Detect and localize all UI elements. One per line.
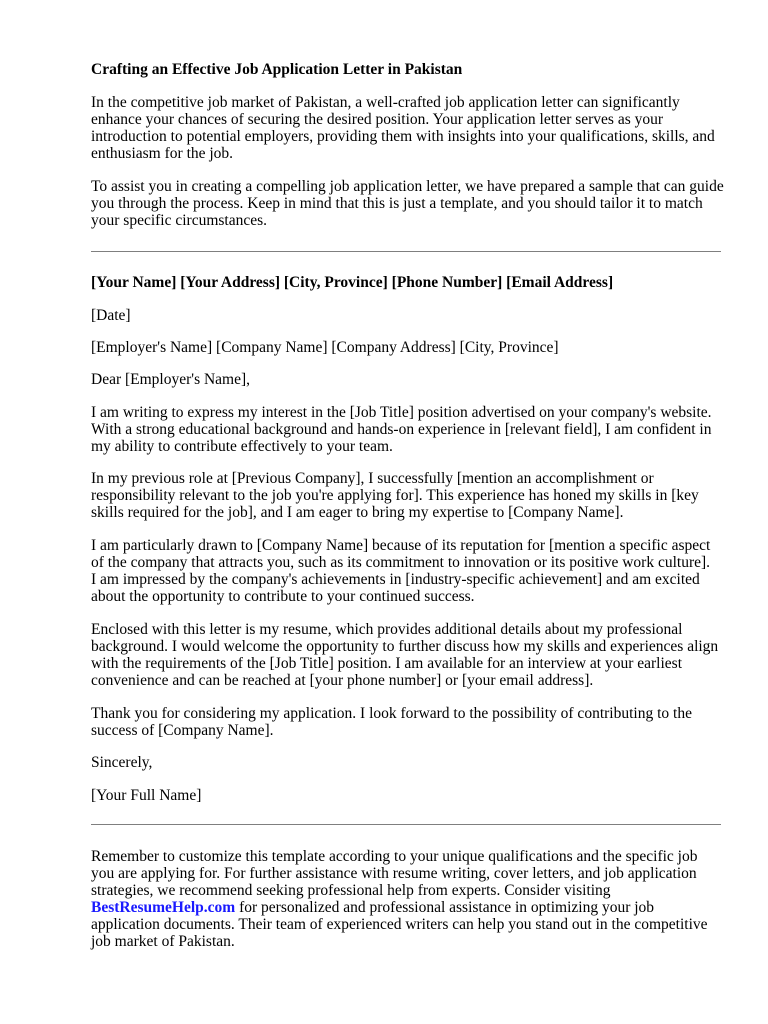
text-line: skills required for the job], and I am eager to bring my expertise to [Company Name]. [91,504,624,521]
text-line: job market of Pakistan. [91,933,235,950]
text-line: In my previous role at [Previous Company], I successfully [mention an accomplishment or [91,470,654,487]
text-line: strategies, we recommend seeking professional help from experts. Consider visiting [91,882,611,899]
divider-top [91,251,721,252]
text-fragment: for personalized and professional assistance in optimizing your job [235,899,655,916]
letter-body-paragraph-2 [91,470,721,521]
text-line: I am impressed by the company's achievements in [industry-specific achievement] and am excited [91,571,700,588]
text-line: In the competitive job market of Pakistan, a well-crafted job application letter can significantly [91,94,680,111]
letter-salutation: Dear [Employer's Name], [91,371,251,388]
letter-recipient: [Employer's Name] [Company Name] [Company Address] [City, Province] [91,339,559,356]
text-line: success of [Company Name]. [91,722,274,739]
outro-paragraph [91,848,721,950]
letter-body-paragraph-3 [91,537,721,605]
bestresumehelp-link[interactable]: BestResumeHelp.com [91,899,236,916]
intro-paragraph-2 [91,178,724,229]
divider-bottom [91,824,721,825]
text-line: about the opportunity to contribute to your continued success. [91,588,475,605]
text-line: of the company that attracts you, such as its commitment to innovation or its positive work culture]. [91,554,711,571]
intro-paragraph-1 [91,94,721,162]
text-line: with the requirements of the [Job Title] position. I am available for an interview at your earliest [91,655,682,672]
text-line: convenience and can be reached at [your phone number] or [your email address]. [91,672,594,689]
letter-header: [Your Name] [Your Address] [City, Province] [Phone Number] [Email Address] [91,274,614,291]
text-line: you are applying for. For further assistance with resume writing, cover letters, and job application [91,865,697,882]
letter-closing: Sincerely, [91,754,153,771]
text-line: enhance your chances of securing the desired position. Your application letter serves as your [91,111,664,128]
letter-body-paragraph-5 [91,705,721,739]
text-line: To assist you in creating a compelling job application letter, we have prepared a sample that can guide [91,178,724,195]
letter-body-paragraph-4 [91,621,721,689]
document-title: Crafting an Effective Job Application Letter in Pakistan [91,61,463,78]
text-line-with-link [91,899,721,916]
text-line: I am writing to express my interest in the [Job Title] position advertised on your company's website. [91,404,712,421]
text-line: Enclosed with this letter is my resume, which provides additional details about my professional [91,621,683,638]
text-line: I am particularly drawn to [Company Name] because of its reputation for [mention a specific aspect [91,537,711,554]
text-line: Remember to customize this template according to your unique qualifications and the specific job [91,848,698,865]
text-line: responsibility relevant to the job you're applying for]. This experience has honed my skills in [key [91,487,699,504]
text-line: you through the process. Keep in mind that this is just a template, and you should tailor it to match [91,195,703,212]
text-line: enthusiasm for the job. [91,145,234,162]
letter-body-paragraph-1 [91,404,721,455]
text-line: your specific circumstances. [91,212,268,229]
letter-signature: [Your Full Name] [91,787,202,804]
text-line: Thank you for considering my application. I look forward to the possibility of contributing to the [91,705,692,722]
text-line: my ability to contribute effectively to your team. [91,438,393,455]
text-line: introduction to potential employers, providing them with insights into your qualifications, skills, and [91,128,715,145]
text-line: application documents. Their team of experienced writers can help you stand out in the competitive [91,916,708,933]
text-line: With a strong educational background and hands-on experience in [relevant field], I am confident in [91,421,712,438]
letter-date: [Date] [91,307,131,324]
text-line: background. I would welcome the opportunity to further discuss how my skills and experiences align [91,638,719,655]
